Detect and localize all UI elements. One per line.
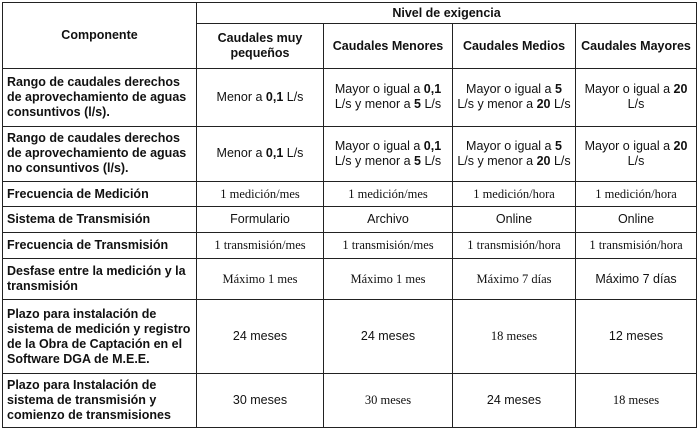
cell-text: L/s y menor a [457, 153, 537, 168]
table-cell: 1 transmisión/hora [576, 232, 697, 259]
table-cell: Archivo [324, 207, 453, 233]
table-cell: 24 meses [197, 300, 324, 374]
table-cell: 1 medición/mes [324, 181, 453, 207]
level-header-menores: Caudales Menores [324, 24, 453, 69]
cell-text: L/s [627, 97, 645, 112]
table-cell: 1 transmisión/mes [324, 232, 453, 259]
table-cell: 18 meses [576, 373, 697, 427]
component-label: Rango de caudales derechos de aprovechamiento de aguas no consuntivos (l/s). [3, 126, 197, 181]
level-header-muy-pequenos: Caudales muy pequeños [197, 24, 324, 69]
cell-text: L/s [283, 89, 304, 104]
table-cell: 1 medición/hora [453, 181, 576, 207]
table-cell: 12 meses [576, 300, 697, 374]
component-label: Frecuencia de Medición [3, 181, 197, 207]
table-cell [324, 126, 453, 181]
table-row [3, 232, 697, 259]
table-row [3, 181, 697, 207]
table-cell [324, 69, 453, 126]
table-cell [453, 69, 576, 126]
cell-value: 5 [414, 97, 421, 112]
cell-text: L/s y menor a [457, 97, 537, 112]
cell-text: L/s [550, 97, 571, 112]
requirements-table [2, 2, 697, 428]
table-cell: 1 transmisión/hora [453, 232, 576, 259]
cell-text: Mayor o igual a [334, 138, 424, 153]
cell-value: 0,1 [265, 89, 284, 104]
table-row [3, 259, 697, 300]
table-cell: 30 meses [197, 373, 324, 427]
table-cell [576, 69, 697, 126]
cell-value: 20 [673, 138, 688, 153]
cell-value: 20 [673, 82, 688, 97]
cell-value: 0,1 [423, 82, 442, 97]
table-cell: 1 medición/mes [197, 181, 324, 207]
cell-value: 20 [536, 153, 551, 168]
level-header-medios: Caudales Medios [453, 24, 576, 69]
table-cell: 1 medición/hora [576, 181, 697, 207]
table-cell: 1 transmisión/mes [197, 232, 324, 259]
component-label: Frecuencia de Transmisión [3, 232, 197, 259]
table-cell [197, 69, 324, 126]
cell-text: L/s [550, 153, 571, 168]
cell-text: Mayor o igual a [584, 138, 674, 153]
table-cell: 30 meses [324, 373, 453, 427]
cell-text: Mayor o igual a [334, 82, 424, 97]
cell-text: Mayor o igual a [466, 138, 555, 153]
table-cell: 18 meses [453, 300, 576, 374]
cell-text: Menor a [216, 146, 266, 161]
cell-text: L/s [421, 97, 442, 112]
level-group-header: Nivel de exigencia [197, 3, 697, 24]
component-header: Componente [3, 3, 197, 69]
cell-text: Mayor o igual a [584, 82, 674, 97]
table-row [3, 373, 697, 427]
table-row [3, 69, 697, 126]
table-row [3, 126, 697, 181]
table-cell [453, 126, 576, 181]
table-cell [576, 126, 697, 181]
table-cell: Formulario [197, 207, 324, 233]
table-row [3, 300, 697, 374]
cell-value: 20 [536, 97, 551, 112]
cell-value: 5 [414, 153, 421, 168]
component-label: Plazo para instalación de sistema de medición y registro de la Obra de Captación en el Software DGA de M.E.E. [3, 300, 197, 374]
table-cell: Máximo 1 mes [197, 259, 324, 300]
table-cell: 24 meses [324, 300, 453, 374]
cell-text: L/s [421, 153, 442, 168]
cell-value: 0,1 [265, 146, 284, 161]
table-cell: Máximo 7 días [453, 259, 576, 300]
header-row-top [3, 3, 697, 24]
cell-text: L/s y menor a [334, 153, 415, 168]
table-cell [197, 126, 324, 181]
cell-text: L/s y menor a [334, 97, 415, 112]
level-header-mayores: Caudales Mayores [576, 24, 697, 69]
cell-text: L/s [283, 146, 304, 161]
cell-text: Mayor o igual a [466, 82, 555, 97]
component-label: Plazo para Instalación de sistema de transmisión y comienzo de transmisiones [3, 373, 197, 427]
table-row [3, 207, 697, 233]
table-cell: 24 meses [453, 373, 576, 427]
cell-value: 5 [554, 138, 562, 153]
cell-value: 0,1 [423, 138, 442, 153]
cell-text: Menor a [216, 89, 266, 104]
component-label: Rango de caudales derechos de aprovechamiento de aguas consuntivos (l/s). [3, 69, 197, 126]
component-label: Sistema de Transmisión [3, 207, 197, 233]
component-label: Desfase entre la medición y la transmisión [3, 259, 197, 300]
cell-value: 5 [554, 82, 562, 97]
table-cell: Máximo 1 mes [324, 259, 453, 300]
table-cell: Online [576, 207, 697, 233]
cell-text: L/s [627, 153, 645, 168]
table-cell: Online [453, 207, 576, 233]
table-cell: Máximo 7 días [576, 259, 697, 300]
